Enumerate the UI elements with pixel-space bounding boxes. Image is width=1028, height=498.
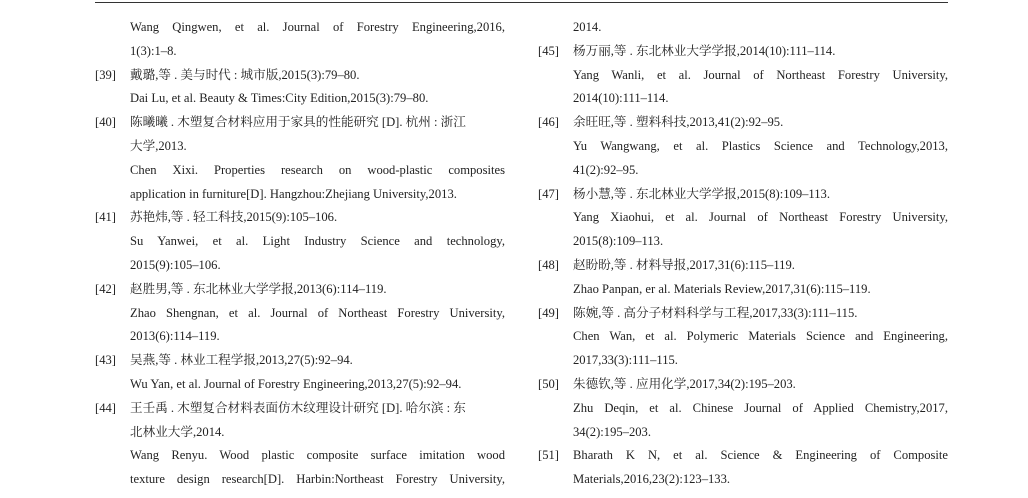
reference-text: Yang Wanli, et al. Journal of Northeast Forestry University,: [573, 67, 948, 82]
reference-line: [95, 40, 505, 64]
reference-number: [39]: [95, 67, 116, 82]
reference-line: [95, 64, 505, 88]
reference-text: Zhu Deqin, et al. Chinese Journal of Applied Chemistry,2017,: [573, 400, 948, 415]
reference-text: Yang Xiaohui, et al. Journal of Northeast Forestry University,: [573, 210, 948, 225]
reference-line: [538, 397, 948, 421]
reference-text: Wang Qingwen, et al. Journal of Forestry Engineering,2016,: [130, 20, 505, 34]
reference-line: [538, 468, 948, 492]
reference-line: [538, 444, 948, 468]
reference-text: 2015(8):109–113.: [573, 234, 664, 249]
reference-text: 戴璐,等 . 美与时代 : 城市版,2015(3):79–80.: [130, 67, 360, 82]
reference-number: [44]: [95, 400, 116, 415]
reference-text: 赵胜男,等 . 东北林业大学学报,2013(6):114–119.: [130, 281, 387, 296]
reference-line: [538, 64, 948, 88]
reference-line: [95, 87, 505, 111]
reference-text: 王壬禹 . 木塑复合材料表面仿木纹理设计研究 [D]. 哈尔滨 : 东: [130, 400, 466, 415]
reference-line: [538, 16, 948, 40]
reference-entry: [538, 302, 948, 373]
reference-entry: [95, 278, 505, 349]
reference-text: 2014.: [573, 20, 602, 34]
reference-number: [46]: [538, 115, 559, 130]
reference-text: Yu Wangwang, et al. Plastics Science and Technology,2013,: [573, 138, 948, 153]
reference-line: [538, 135, 948, 159]
reference-line: [538, 278, 948, 302]
reference-line: [538, 254, 948, 278]
reference-line: [538, 325, 948, 349]
reference-line: [95, 111, 505, 135]
reference-number: [43]: [95, 353, 116, 368]
reference-number: [42]: [95, 281, 116, 296]
reference-text: 34(2):195–203.: [573, 424, 652, 439]
reference-line: [95, 254, 505, 278]
reference-line: [95, 421, 505, 445]
reference-column-left: [95, 16, 505, 492]
reference-text: Bharath K N, et al. Science & Engineering of Composite: [573, 448, 948, 463]
reference-text: 2015(9):105–106.: [130, 257, 221, 272]
reference-line: [538, 87, 948, 111]
reference-line: [95, 16, 505, 40]
reference-entry: [95, 16, 505, 64]
reference-line: [538, 230, 948, 254]
reference-text: 大学,2013.: [130, 138, 187, 153]
reference-text: 陈曦曦 . 木塑复合材料应用于家具的性能研究 [D]. 杭州 : 浙江: [130, 115, 466, 130]
reference-entry: [538, 111, 948, 182]
reference-text: Chen Wan, et al. Polymeric Materials Science and Engineering,: [573, 329, 948, 344]
reference-text: Dai Lu, et al. Beauty & Times:City Edition,2015(3):79–80.: [130, 91, 429, 106]
reference-line: [95, 444, 505, 468]
reference-text: Chen Xixi. Properties research on wood-plastic composites: [130, 162, 505, 177]
reference-line: [95, 373, 505, 397]
reference-text: texture design research[D]. Harbin:Northeast Forestry University,: [130, 472, 505, 487]
reference-text: 41(2):92–95.: [573, 162, 639, 177]
reference-line: [538, 349, 948, 373]
reference-text: 余旺旺,等 . 塑料科技,2013,41(2):92–95.: [573, 115, 784, 130]
reference-line: [95, 349, 505, 373]
reference-entry: [95, 64, 505, 112]
reference-column-right: [538, 16, 948, 492]
reference-line: [538, 183, 948, 207]
reference-entry: [538, 444, 948, 492]
reference-line: [95, 206, 505, 230]
reference-line: [538, 40, 948, 64]
reference-line: [538, 302, 948, 326]
reference-line: [95, 325, 505, 349]
reference-text: Zhao Shengnan, et al. Journal of Northeast Forestry University,: [130, 305, 505, 320]
reference-text: 2013(6):114–119.: [130, 329, 220, 344]
reference-line: [95, 468, 505, 492]
reference-number: [45]: [538, 43, 559, 58]
reference-line: [538, 421, 948, 445]
reference-text: Materials,2016,23(2):123–133.: [573, 472, 731, 487]
reference-line: [95, 397, 505, 421]
reference-text: 北林业大学,2014.: [130, 424, 225, 439]
reference-text: 2017,33(3):111–115.: [573, 353, 678, 368]
reference-entry: [538, 40, 948, 111]
reference-text: Zhao Panpan, er al. Materials Review,2017,31(6):115–119.: [573, 281, 871, 296]
reference-number: [49]: [538, 305, 559, 320]
reference-entry: [95, 206, 505, 277]
reference-entry: [95, 111, 505, 206]
reference-line: [538, 159, 948, 183]
reference-line: [95, 278, 505, 302]
reference-line: [538, 206, 948, 230]
reference-number: [41]: [95, 210, 116, 225]
reference-line: [95, 302, 505, 326]
reference-text: 杨万丽,等 . 东北林业大学学报,2014(10):111–114.: [573, 43, 836, 58]
top-rule: [95, 2, 948, 3]
reference-entry: [95, 397, 505, 492]
reference-line: [538, 373, 948, 397]
reference-line: [95, 183, 505, 207]
reference-entry: [538, 183, 948, 254]
reference-entry: [538, 16, 948, 40]
reference-line: [95, 135, 505, 159]
reference-number: [50]: [538, 376, 559, 391]
reference-text: 赵盼盼,等 . 材料导报,2017,31(6):115–119.: [573, 257, 795, 272]
reference-line: [538, 111, 948, 135]
reference-text: Wu Yan, et al. Journal of Forestry Engineering,2013,27(5):92–94.: [130, 376, 462, 391]
reference-number: [51]: [538, 448, 559, 463]
reference-text: 2014(10):111–114.: [573, 91, 669, 106]
reference-number: [40]: [95, 115, 116, 130]
reference-text: 吴燕,等 . 林业工程学报,2013,27(5):92–94.: [130, 353, 353, 368]
reference-number: [48]: [538, 257, 559, 272]
reference-text: 陈婉,等 . 高分子材料科学与工程,2017,33(3):111–115.: [573, 305, 858, 320]
reference-text: Wang Renyu. Wood plastic composite surface imitation wood: [130, 448, 505, 463]
reference-entry: [538, 254, 948, 302]
reference-text: 苏艳炜,等 . 轻工科技,2015(9):105–106.: [130, 210, 338, 225]
reference-text: 朱德钦,等 . 应用化学,2017,34(2):195–203.: [573, 376, 796, 391]
reference-entry: [95, 349, 505, 397]
reference-text: application in furniture[D]. Hangzhou:Zhejiang University,2013.: [130, 186, 457, 201]
reference-entry: [538, 373, 948, 444]
reference-text: 1(3):1–8.: [130, 43, 177, 58]
reference-line: [95, 230, 505, 254]
reference-number: [47]: [538, 186, 559, 201]
reference-text: 杨小慧,等 . 东北林业大学学报,2015(8):109–113.: [573, 186, 830, 201]
reference-text: Su Yanwei, et al. Light Industry Science and technology,: [130, 234, 505, 249]
reference-line: [95, 159, 505, 183]
